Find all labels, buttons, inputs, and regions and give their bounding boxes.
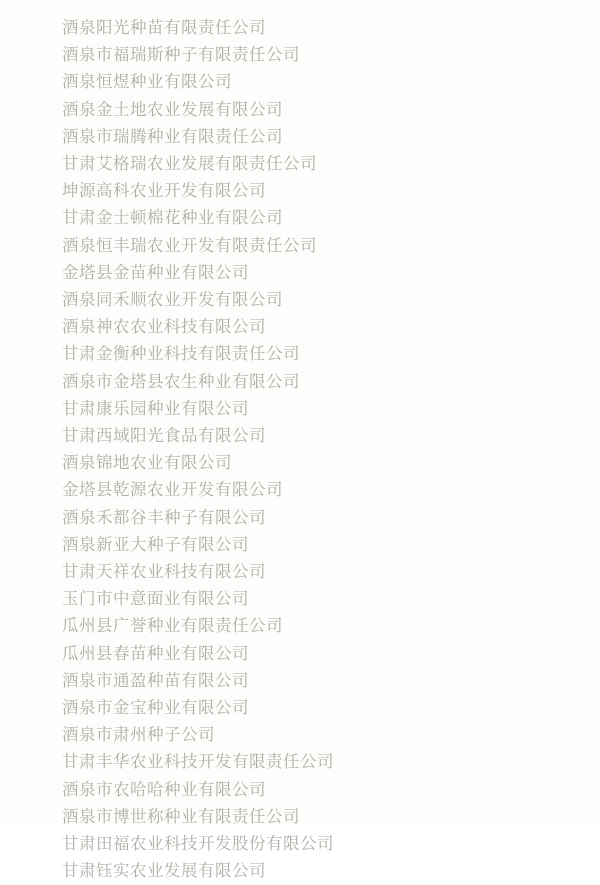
list-item: 甘肃钰实农业发展有限公司 [62,861,266,881]
list-item: 甘肃丰华农业科技开发有限责任公司 [62,752,334,772]
list-item: 酒泉市通盈种苗有限公司 [62,670,249,690]
list-item: 瓜州县春苗种业有限公司 [62,643,249,663]
list-item: 坤源高科农业开发有限公司 [62,181,266,201]
list-item: 甘肃金衡种业科技有限责任公司 [62,344,300,364]
list-item: 酒泉金土地农业发展有限公司 [62,99,283,119]
list-item: 酒泉市肃州种子公司 [62,725,215,745]
list-item: 甘肃金士顿棉花种业有限公司 [62,208,283,228]
list-item: 酒泉市金塔县农生种业有限公司 [62,371,300,391]
list-item: 酒泉恒煜种业有限公司 [62,72,232,92]
list-item: 酒泉市博世称种业有限责任公司 [62,806,300,826]
company-name-list [0,14,600,885]
list-item: 玉门市中意面业有限公司 [62,589,249,609]
list-item: 酒泉市福瑞斯种子有限责任公司 [62,45,300,65]
list-item: 酒泉市金宝种业有限公司 [62,698,249,718]
list-item: 金塔县金苗种业有限公司 [62,262,249,282]
list-item: 酒泉锦地农业有限公司 [62,453,232,473]
list-item: 甘肃艾格瑞农业发展有限责任公司 [62,154,317,174]
list-item: 酒泉市瑞腾种业有限责任公司 [62,126,283,146]
list-item: 甘肃康乐园种业有限公司 [62,398,249,418]
list-item: 酒泉阳光种苗有限责任公司 [62,18,266,37]
list-item: 瓜州县广誉种业有限责任公司 [62,616,283,636]
list-item: 甘肃西域阳光食品有限公司 [62,426,266,446]
list-item: 酒泉新亚大种子有限公司 [62,534,249,554]
list-item: 酒泉市农哈哈种业有限公司 [62,779,266,799]
list-item: 甘肃田福农业科技开发股份有限公司 [62,834,334,854]
list-item: 酒泉恒丰瑞农业开发有限责任公司 [62,235,317,255]
list-item: 酒泉神农农业科技有限公司 [62,317,266,337]
list-item: 酒泉同禾顺农业开发有限公司 [62,290,283,310]
list-item: 甘肃天祥农业科技有限公司 [62,562,266,582]
list-item: 金塔县乾源农业开发有限公司 [62,480,283,500]
list-item: 酒泉禾都谷丰种子有限公司 [62,507,266,527]
